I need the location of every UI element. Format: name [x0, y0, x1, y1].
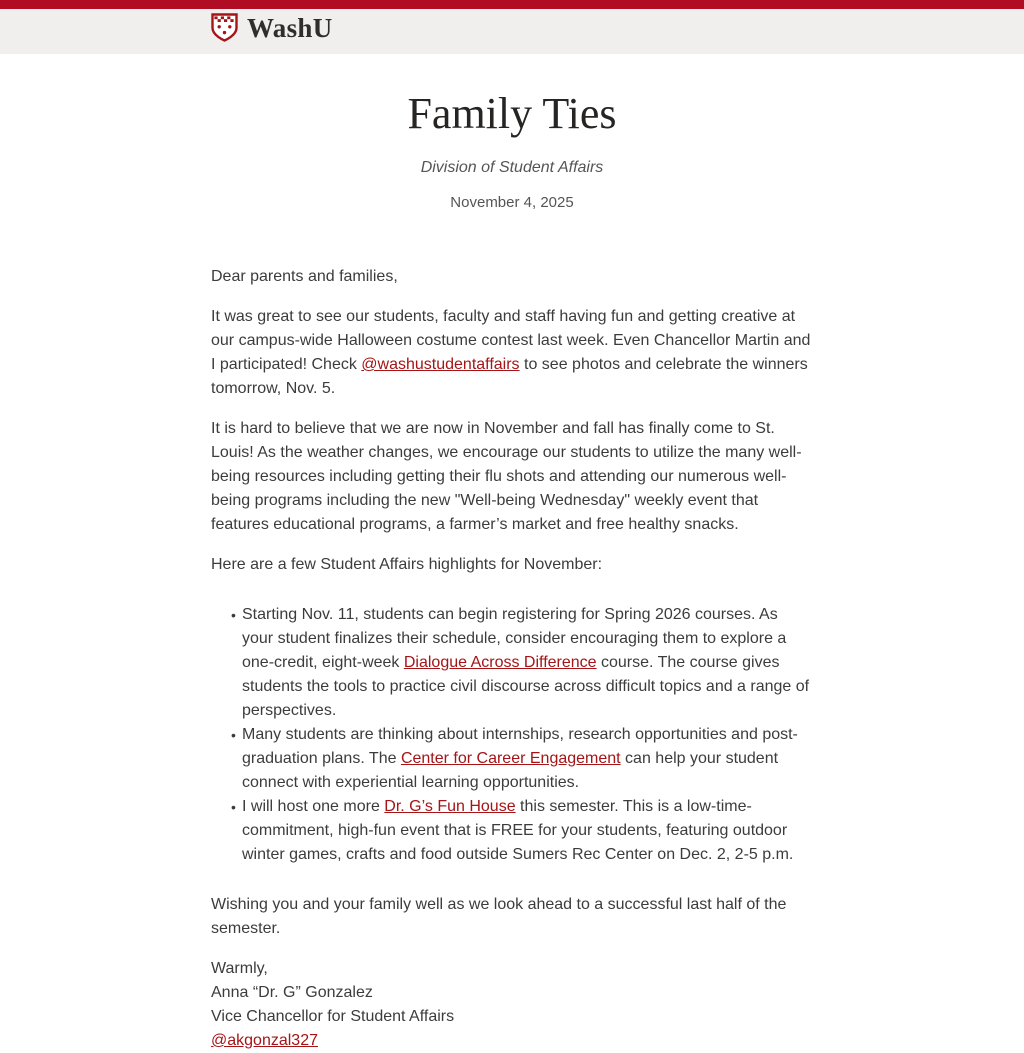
- paragraph-text: It was great to see our students, faculty and staff having fun and getting creative at our campus-wide Halloween costume contest last week. Even Chancellor Martin and I participated! Check: [211, 308, 811, 373]
- list-item-career: [211, 723, 813, 795]
- link-center-for-career-engagement[interactable]: Center for Career Engagement: [400, 750, 621, 767]
- article-subtitle: Division of Student Affairs: [420, 159, 604, 176]
- page-title: Family Ties: [407, 89, 617, 138]
- washu-logo[interactable]: [211, 13, 333, 42]
- list-item-text: course. The course gives students the tools to practice civil discourse across difficult topics and a range of perspectives.: [242, 654, 810, 719]
- link-akgonzal327[interactable]: @akgonzal327: [211, 1032, 318, 1049]
- list-item-registration: [211, 603, 813, 723]
- signature-title: Vice Chancellor for Student Affairs: [211, 1008, 455, 1025]
- link-dialogue-across-difference[interactable]: Dialogue Across Difference: [403, 654, 597, 671]
- article-date: November 4, 2025: [450, 194, 574, 211]
- signature-closing: Warmly,: [211, 960, 268, 977]
- highlights-list: [211, 603, 813, 867]
- paragraph-text: to see photos and celebrate the winners tomorrow, Nov. 5.: [211, 356, 808, 397]
- paragraph-halloween: [211, 305, 813, 401]
- list-item-text: Many students are thinking about internships, research opportunities and post-graduation plans. The: [242, 726, 798, 767]
- signature-block: [211, 957, 813, 1053]
- list-item-text: this semester. This is a low-time-commitment, high-fun event that is FREE for your students, featuring outdoor winter games, crafts and food outside Sumers Rec Center on Dec. 2, 2-5 p.m.: [242, 798, 794, 863]
- list-item-fun-house: [211, 795, 813, 867]
- list-item-text: I will host one more: [242, 798, 385, 815]
- list-item-text: can help your student connect with experiential learning opportunities.: [242, 750, 779, 791]
- brand-top-stripe: [0, 0, 1024, 9]
- list-item-text: Starting Nov. 11, students can begin registering for Spring 2026 courses. As your student finalizes their schedule, consider encouraging them to explore a one-credit, eight-week: [242, 606, 787, 671]
- paragraph-november: It is hard to believe that we are now in November and fall has finally come to St. Louis! As the weather changes, we encourage our students to utilize the many well-being resources including getting their flu shots and attending our numerous well-being programs including the new "Well-being Wednesday" weekly event that features educational programs, a farmer’s market and free healthy snacks.: [211, 420, 802, 533]
- site-header: [0, 9, 1024, 54]
- signature-name: Anna “Dr. G” Gonzalez: [211, 984, 373, 1001]
- washu-shield-icon: [211, 13, 238, 42]
- paragraph-highlights-intro: Here are a few Student Affairs highlights for November:: [211, 556, 603, 573]
- newsletter-article: [211, 54, 813, 1053]
- link-dr-g-fun-house[interactable]: Dr. G’s Fun House: [384, 798, 516, 815]
- washu-wordmark: WashU: [247, 12, 333, 43]
- link-washustudentaffairs[interactable]: @washustudentaffairs: [361, 356, 520, 373]
- paragraph-closing: Wishing you and your family well as we look ahead to a successful last half of the semester.: [211, 896, 787, 937]
- salutation: Dear parents and families,: [211, 268, 398, 285]
